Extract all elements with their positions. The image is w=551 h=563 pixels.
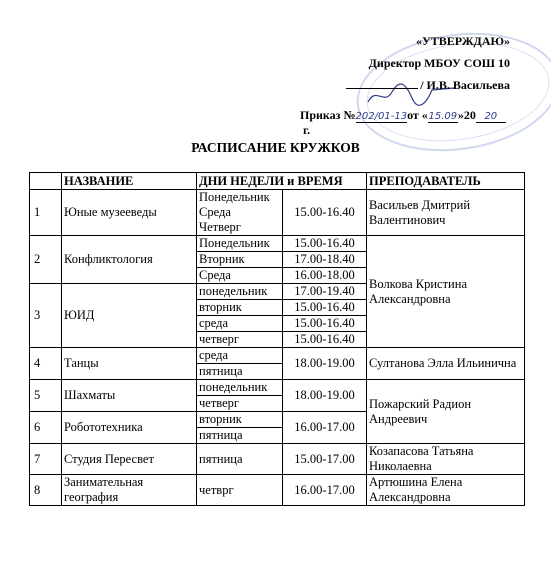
row-number: 6 [30,412,62,444]
table-header-row [30,173,525,190]
teacher: Артюшина Елена Александровна [367,475,525,506]
order-year-prefix: »20 [457,108,476,122]
club-name: Студия Пересвет [62,444,197,475]
page-title: РАСПИСАНИЕ КРУЖКОВ [191,140,360,155]
day: понедельник [197,380,283,396]
time: 15.00-17.00 [283,444,367,475]
day: Вторник [197,252,283,268]
approve-position: Директор МБОУ СОШ 10 [368,56,510,70]
table-row [30,348,525,364]
day: четврг [197,475,283,506]
row-number: 2 [30,236,62,284]
signature-line [346,88,418,89]
club-name: Юные музееведы [62,190,197,236]
time: 18.00-19.00 [283,380,367,412]
row-number: 8 [30,475,62,506]
teacher: Волкова Кристина Александровна [367,236,525,348]
header-teacher: ПРЕПОДАВАТЕЛЬ [367,173,525,190]
time: 15.00-16.40 [283,236,367,252]
approve-heading: «УТВЕРЖДАЮ» [415,34,510,48]
time: 15.00-16.40 [283,332,367,348]
approve-signatory [346,78,510,93]
row-number: 5 [30,380,62,412]
time: 16.00-18.00 [283,268,367,284]
time: 17.00-19.40 [283,284,367,300]
day: Понедельник [197,236,283,252]
day: вторник [197,300,283,316]
approval-block [300,34,540,137]
table-row [30,380,525,396]
club-name: Шахматы [62,380,197,412]
table-row [30,190,525,236]
day: среда [197,348,283,364]
club-name: Занимательная география [62,475,197,506]
time: 17.00-18.40 [283,252,367,268]
approve-signatory-name: / И.В. Васильева [420,78,510,92]
order-from: от « [407,108,428,122]
row-number: 1 [30,190,62,236]
day: понедельник [197,284,283,300]
header-name: НАЗВАНИЕ [62,173,197,190]
time: 18.00-19.00 [283,348,367,380]
club-name: ЮИД [62,284,197,348]
day: вторник [197,412,283,428]
teacher: Султанова Элла Ильинична [367,348,525,380]
days-cell [197,190,283,236]
time: 16.00-17.00 [283,475,367,506]
day: Среда [199,205,231,219]
day: Понедельник [199,190,270,204]
order-prefix: Приказ № [300,108,356,122]
header-days-time: ДНИ НЕДЕЛИ и ВРЕМЯ [197,173,367,190]
order-suffix: г. [303,123,311,137]
row-number: 7 [30,444,62,475]
club-name: Танцы [62,348,197,380]
order-year: 20 [476,111,506,123]
day: четверг [197,332,283,348]
header-number [30,173,62,190]
schedule-table [29,172,525,506]
day: Среда [197,268,283,284]
row-number: 4 [30,348,62,380]
table-row [30,475,525,506]
teacher: Васильев Дмитрий Валентинович [367,190,525,236]
time: 15.00-16.40 [283,316,367,332]
order-day: 15.09 [428,111,458,122]
row-number: 3 [30,284,62,348]
table-row [30,444,525,475]
club-name: Робототехника [62,412,197,444]
day: среда [197,316,283,332]
day: пятница [197,364,283,380]
club-name: Конфликтология [62,236,197,284]
day: Четверг [199,220,241,234]
time: 15.00-16.40 [283,300,367,316]
day: пятница [197,444,283,475]
order-number: 202/01-13 [355,111,408,122]
time: 16.00-17.00 [283,412,367,444]
approve-order [300,108,510,138]
day: пятница [197,428,283,444]
day: четверг [197,396,283,412]
teacher: Козапасова Татьяна Николаевна [367,444,525,475]
table-row [30,236,525,252]
time: 15.00-16.40 [283,190,367,236]
teacher: Пожарский Радион Андреевич [367,380,525,444]
